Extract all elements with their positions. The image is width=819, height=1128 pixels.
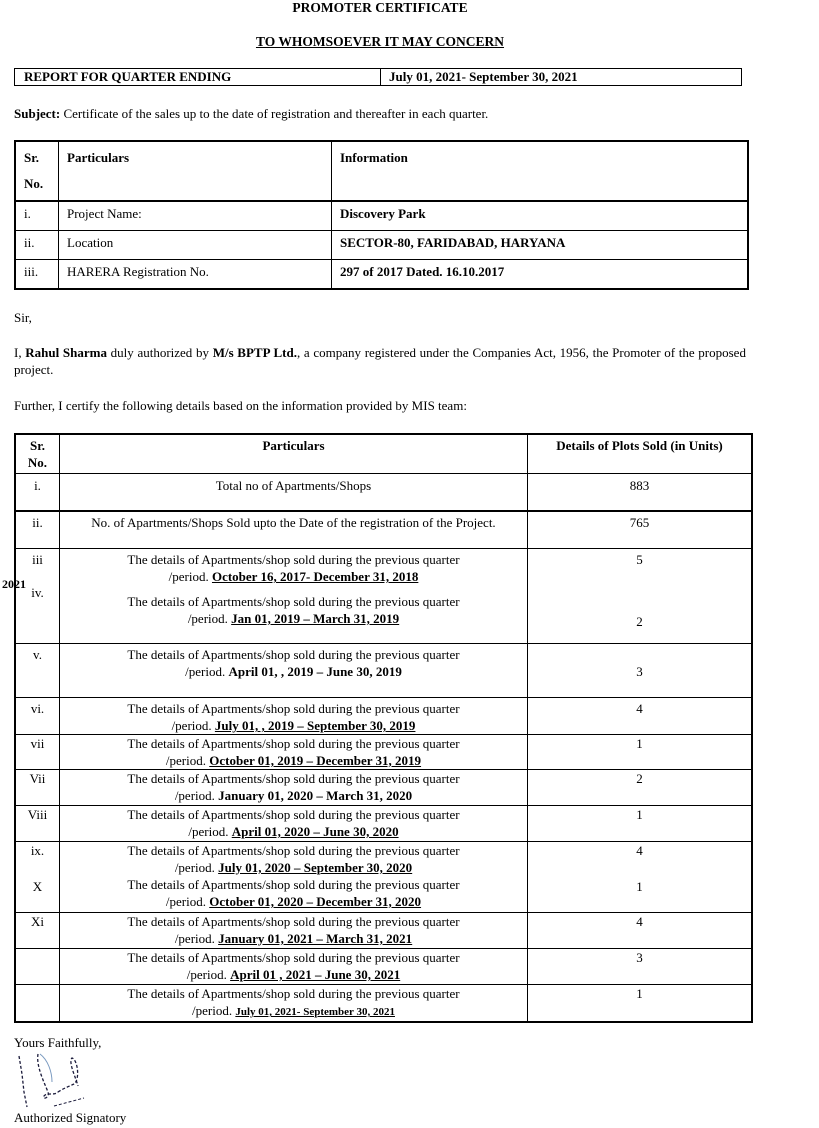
row-particular: HARERA Registration No. xyxy=(59,260,332,290)
table-row xyxy=(15,474,752,512)
row-particular: No. of Apartments/Shops Sold upto the Date of the registration of the Project. xyxy=(60,511,528,549)
certify-paragraph: Further, I certify the following details based on the information provided by MIS team: xyxy=(14,398,467,413)
closing-yours: Yours Faithfully, xyxy=(14,1035,102,1050)
period-dates: July 01, 2020 – September 30, 2020 xyxy=(218,860,413,875)
header-particulars: Particulars xyxy=(59,141,332,201)
table-row xyxy=(15,698,752,735)
period-dates: October 16, 2017- December 31, 2018 xyxy=(211,569,419,584)
salutation: Sir, xyxy=(14,310,32,325)
registration-value: 297 of 2017 Dated. 16.10.2017 xyxy=(332,260,749,290)
registration-sold-value: 765 xyxy=(528,511,753,549)
row-value: 2 xyxy=(528,770,753,806)
row-sr: Xi xyxy=(15,913,60,949)
margin-note: 2021 xyxy=(2,577,26,591)
header-details: Details of Plots Sold (in Units) xyxy=(528,434,753,474)
table-row xyxy=(15,842,752,913)
period-dates: April 01, , 2019 – June 30, 2019 xyxy=(228,664,402,679)
row-sr xyxy=(15,985,60,1023)
quarter-label: REPORT FOR QUARTER ENDING xyxy=(15,69,381,85)
row-value: 5 2 xyxy=(528,549,753,644)
period-dates: Jan 01, 2019 – March 31, 2019 xyxy=(231,611,400,626)
row-particular: Location xyxy=(59,231,332,260)
subject-label: Subject: xyxy=(14,106,61,121)
row-particular: The details of Apartments/shop sold during the previous quarter /period. January 01, 2021 – March 31, 2021 xyxy=(60,913,528,949)
subject-line xyxy=(14,106,488,122)
period-dates: October 01, 2020 – December 31, 2020 xyxy=(209,894,422,909)
period-dates: July 01, 2021- September 30, 2021 xyxy=(235,1006,395,1018)
row-particular: The details of Apartments/shop sold during the previous quarter /period. January 01, 2020 – March 31, 2020 xyxy=(60,770,528,806)
row-particular: The details of Apartments/shop sold during the previous quarter /period. July 01, , 2019 – September 30, 2019 xyxy=(60,698,528,735)
row-particular: The details of Apartments/shop sold during the previous quarter /period. July 01, 2020 – September 30, 2020 The details of Apartments/shop sold during the previous quarter /period. October 01, 2020 – December 31, 2020 xyxy=(60,842,528,913)
period-dates: July 01, , 2019 – September 30, 2019 xyxy=(214,718,416,733)
header-information: Information xyxy=(332,141,749,201)
period-dates: January 01, 2021 – March 31, 2021 xyxy=(218,931,413,946)
header-sr: Sr. No. xyxy=(15,434,60,474)
table-row xyxy=(15,511,752,549)
row-sr: v. xyxy=(15,644,60,698)
row-sr: Vii xyxy=(15,770,60,806)
row-particular: The details of Apartments/shop sold during the previous quarter /period. April 01 , 2021 – June 30, 2021 xyxy=(60,949,528,985)
row-particular: The details of Apartments/shop sold during the previous quarter /period. October 16, 2017- December 31, 2018 The details of Apartments/shop sold during the previous quarter /period. Jan 01, 2019 – March 31, 2019 xyxy=(60,549,528,644)
authorized-person: Rahul Sharma xyxy=(25,345,107,360)
quarter-value: July 01, 2021- September 30, 2021 xyxy=(389,69,578,84)
row-sr: Viii xyxy=(15,806,60,842)
signature-icon xyxy=(14,1052,94,1110)
quarter-box xyxy=(14,68,742,86)
period-dates: January 01, 2020 – March 31, 2020 xyxy=(218,788,413,803)
table-row xyxy=(15,231,748,260)
header-particulars: Particulars xyxy=(60,434,528,474)
total-units-value: 883 xyxy=(528,474,753,512)
document-subtitle: TO WHOMSOEVER IT MAY CONCERN xyxy=(255,34,505,49)
row-sr: ii. xyxy=(15,511,60,549)
project-name-value: Discovery Park xyxy=(332,201,749,231)
table-header-row xyxy=(15,141,748,201)
table-row xyxy=(15,949,752,985)
table-row xyxy=(15,549,752,644)
row-particular: The details of Apartments/shop sold during the previous quarter /period. October 01, 2019 – December 31, 2019 xyxy=(60,735,528,770)
company-name: M/s BPTP Ltd. xyxy=(212,345,297,360)
row-value: 4 1 xyxy=(528,842,753,913)
row-value: 1 xyxy=(528,735,753,770)
row-sr: iii. xyxy=(15,260,59,290)
table-row xyxy=(15,735,752,770)
row-particular: The details of Apartments/shop sold during the previous quarter /period. April 01, 2020 – June 30, 2020 xyxy=(60,806,528,842)
table-row xyxy=(15,985,752,1023)
row-sr: ix. X xyxy=(15,842,60,913)
table-row xyxy=(15,913,752,949)
row-particular: The details of Apartments/shop sold during the previous quarter /period. July 01, 2021- September 30, 2021 xyxy=(60,985,528,1023)
table-row xyxy=(15,644,752,698)
row-value: 3 xyxy=(528,949,753,985)
table-row xyxy=(15,260,748,290)
row-sr: i. xyxy=(15,474,60,512)
table-row xyxy=(15,201,748,231)
row-sr: iii iv. xyxy=(15,549,60,644)
subject-text: Certificate of the sales up to the date of registration and thereafter in each quarter. xyxy=(60,106,489,121)
row-value: 4 xyxy=(528,698,753,735)
row-value: 1 xyxy=(528,985,753,1023)
authorization-paragraph: I, Rahul Sharma duly authorized by M/s BPTP Ltd., a company registered under the Companies Act, 1956, the Promoter of the proposed project. xyxy=(14,345,746,377)
row-sr: i. xyxy=(15,201,59,231)
row-sr: ii. xyxy=(15,231,59,260)
table-row xyxy=(15,806,752,842)
location-value: SECTOR-80, FARIDABAD, HARYANA xyxy=(332,231,749,260)
row-sr: vi. xyxy=(15,698,60,735)
sales-details-table xyxy=(14,433,753,1023)
table-row xyxy=(15,770,752,806)
document-title: PROMOTER CERTIFICATE xyxy=(292,0,468,15)
row-value: 3 xyxy=(528,644,753,698)
row-sr xyxy=(15,949,60,985)
header-sr: Sr. No. xyxy=(15,141,59,201)
row-sr: vii xyxy=(15,735,60,770)
authorized-signatory: Authorized Signatory xyxy=(14,1110,127,1125)
row-value: 1 xyxy=(528,806,753,842)
period-dates: April 01 , 2021 – June 30, 2021 xyxy=(230,967,401,982)
row-value: 4 xyxy=(528,913,753,949)
row-particular: The details of Apartments/shop sold during the previous quarter /period. April 01, , 2019 – June 30, 2019 xyxy=(60,644,528,698)
row-particular: Project Name: xyxy=(59,201,332,231)
row-particular: Total no of Apartments/Shops xyxy=(60,474,528,512)
period-dates: October 01, 2019 – December 31, 2019 xyxy=(209,753,422,768)
table-header-row xyxy=(15,434,752,474)
period-dates: April 01, 2020 – June 30, 2020 xyxy=(231,824,399,839)
project-info-table xyxy=(14,140,749,290)
